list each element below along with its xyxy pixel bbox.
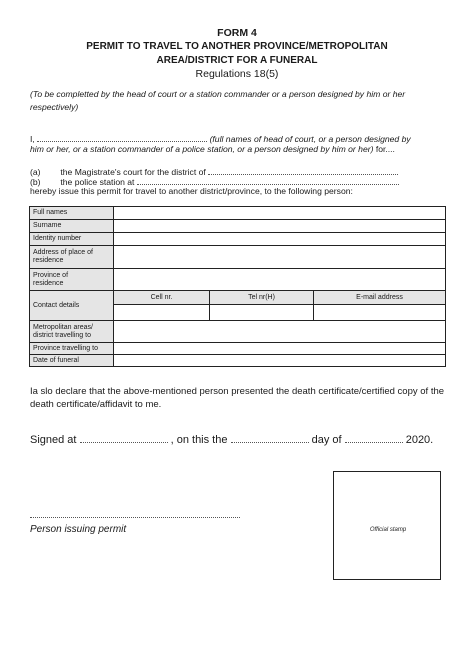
identity-number-field[interactable] [114,233,446,246]
official-stamp-label: Official stamp [369,527,407,533]
item-b-text: the police station at [60,177,135,187]
form-title-line-2: AREA/DISTRICT FOR A FUNERAL [156,55,318,66]
signed-line [30,431,433,447]
province-of-residence-field[interactable] [114,269,446,291]
table-row [30,207,446,220]
person-issuing-permit-label: Person issuing permit [30,524,127,535]
metro-label-line-1: Metropolitan areas/ [33,323,93,331]
declaration-text: Ia slo declare that the above-mentioned person presented the death certificate/certified copy of the death certificate/affidavit to me. [30,386,445,410]
intro-note-suffix: for.... [375,144,395,154]
item-a-letter: (a) [30,167,41,177]
province-travelling-field[interactable] [114,343,446,355]
address-field[interactable] [114,246,446,269]
tel-number-field[interactable] [210,305,314,321]
table-row [30,233,446,246]
table-row [30,246,446,269]
table-row [30,321,446,343]
signed-at-blank[interactable] [80,431,168,443]
official-stamp-box [333,471,441,580]
contact-details-label: Contact details [30,291,114,321]
province-travelling-label: Province travelling to [30,343,114,355]
email-field[interactable] [314,305,446,321]
province-label-line-1: Province of [33,271,69,279]
province-label-line-2: residence [33,279,64,287]
intro-line-2 [30,144,395,155]
date-of-funeral-field[interactable] [114,355,446,367]
address-label-line-1: Address of place of [33,249,93,256]
metro-label-line-2: district travelling to [33,331,91,339]
intro-prefix: I, [30,134,35,144]
surname-field[interactable] [114,220,446,233]
province-of-residence-label [30,269,114,291]
day-of-label: day of [311,434,342,446]
email-header: E-mail address [314,291,446,305]
signature-line[interactable] [30,517,240,518]
table-row [30,355,446,367]
cell-number-header: Cell nr. [114,291,210,305]
item-a-text: the Magistrate's court for the district of [60,167,206,177]
issue-line: hereby issue this permit for travel to another district/province, to the following person: [30,186,353,196]
full-names-field[interactable] [114,207,446,220]
table-row [30,269,446,291]
full-names-label: Full names [30,207,114,220]
surname-label: Surname [30,220,114,233]
signed-at-label: Signed at [30,434,77,446]
intro-note-line-2: him or her, or a station commander of a police station, or a person designed by him or her) [30,144,374,154]
form-title-line-1: PERMIT TO TRAVEL TO ANOTHER PROVINCE/METROPOLITAN [86,41,388,52]
date-of-funeral-label: Date of funeral [30,355,114,367]
metro-area-label [30,321,114,343]
cell-number-field[interactable] [114,305,210,321]
district-blank[interactable] [208,165,398,175]
month-blank[interactable] [345,431,403,443]
full-names-blank[interactable] [37,132,207,142]
person-details-table [29,206,446,367]
metro-area-field[interactable] [114,321,446,343]
completion-instruction: (To be completted by the head of court or a station commander or a person designed by him or her respectively) [30,89,406,112]
item-b-letter: (b) [30,177,41,187]
year-label: 2020. [405,434,434,446]
identity-number-label: Identity number [30,233,114,246]
form-number: FORM 4 [217,27,257,39]
address-label [30,246,114,269]
on-this-the-label: , on this the [170,434,228,446]
regulations-reference: Regulations 18(5) [195,68,279,80]
address-label-line-2: residence [33,257,64,264]
tel-number-header: Tel nr(H) [210,291,314,305]
table-row [30,343,446,355]
intro-note-line-1: (full names of head of court, or a person designed by [209,134,411,144]
day-blank[interactable] [231,431,309,443]
table-row [30,291,446,305]
police-station-blank[interactable] [137,175,399,185]
table-row [30,220,446,233]
